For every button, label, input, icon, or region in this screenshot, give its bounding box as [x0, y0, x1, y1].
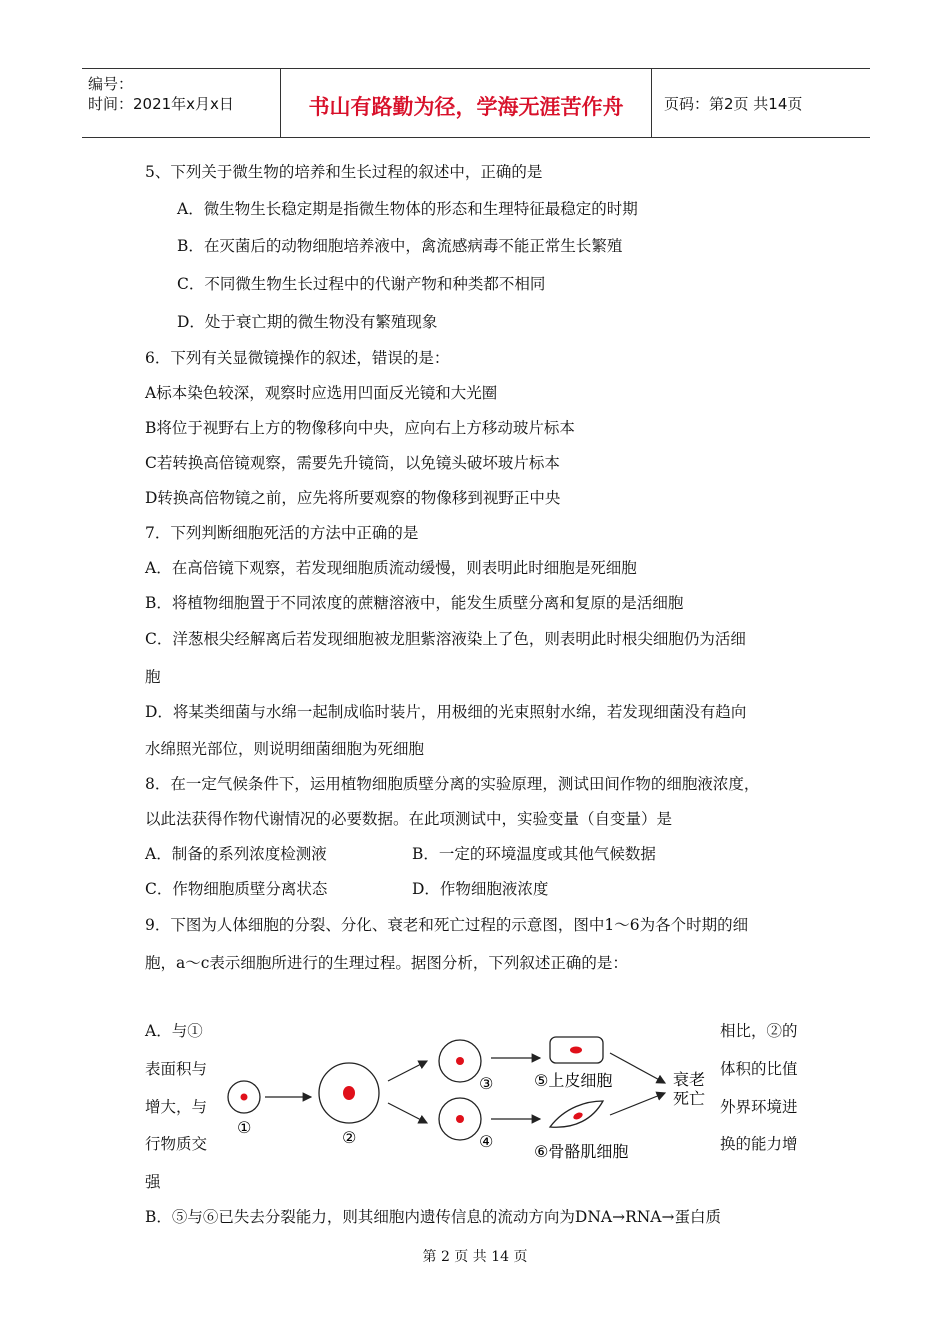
- q7-option-b: B．将植物细胞置于不同浓度的蔗糖溶液中，能发生质壁分离和复原的是活细胞: [145, 594, 684, 612]
- q8-option-b: B．一定的环境温度或其他气候数据: [412, 845, 656, 863]
- cell-5-epithelial: [550, 1037, 603, 1063]
- arrow-2-3: [388, 1061, 427, 1081]
- question-9-line2: 胞，a～c表示细胞所进行的生理过程。据图分析，下列叙述正确的是：: [145, 954, 628, 972]
- q6-option-c: C若转换高倍镜观察，需要先升镜筒，以免镜头破坏玻片标本: [145, 454, 560, 472]
- q9-option-a-left-2: 表面积与: [145, 1060, 208, 1078]
- q7-option-c-line1: C．洋葱根尖经解离后若发现细胞被龙胆紫溶液染上了色，则表明此时根尖细胞仍为活细: [145, 630, 746, 648]
- q9-option-a-right-4: 换的能力增: [720, 1135, 798, 1153]
- label-3: ③: [479, 1074, 494, 1093]
- q7-option-d-line1: D．将某类细菌与水绵一起制成临时装片，用极细的光束照射水绵，若发现细菌没有趋向: [145, 703, 747, 721]
- cell-4: [439, 1098, 481, 1140]
- label-5: ⑤上皮细胞: [534, 1071, 613, 1090]
- q7-option-d-line2: 水绵照光部位，则说明细菌细胞为死细胞: [145, 740, 425, 758]
- q9-option-a-right-2: 体积的比值: [720, 1060, 798, 1078]
- q9-option-a-left-4: 行物质交: [145, 1135, 208, 1153]
- page-label: 页码：第2页 共14页: [664, 95, 803, 113]
- page-header: [82, 68, 870, 138]
- cell-diagram: [215, 1015, 725, 1165]
- q9-option-a-right-3: 外界环境进: [720, 1098, 798, 1116]
- q5-option-b: B．在灭菌后的动物细胞培养液中，禽流感病毒不能正常生长繁殖: [177, 237, 623, 255]
- cell-6-muscle: [550, 1101, 603, 1127]
- label-death: 死亡: [673, 1089, 706, 1108]
- question-7: 7．下列判断细胞死活的方法中正确的是: [145, 524, 419, 542]
- q9-option-a-left-3: 增大，与: [145, 1098, 208, 1116]
- question-9-line1: 9．下图为人体细胞的分裂、分化、衰老和死亡过程的示意图，图中1～6为各个时期的细: [145, 916, 749, 934]
- serial-label: 编号：: [88, 75, 134, 93]
- cell-5-nucleus: [570, 1047, 582, 1054]
- question-5: 5、下列关于微生物的培养和生长过程的叙述中，正确的是: [145, 163, 543, 181]
- q6-option-d: D转换高倍物镜之前，应先将所要观察的物像移到视野正中央: [145, 489, 561, 507]
- cell-3: [439, 1040, 481, 1082]
- arrow-6-end: [610, 1093, 665, 1115]
- q9-option-b: B．⑤与⑥已失去分裂能力，则其细胞内遗传信息的流动方向为DNA→RNA→蛋白质: [145, 1208, 721, 1226]
- time-label: 时间：2021年x月x日: [88, 95, 234, 113]
- label-2: ②: [342, 1128, 357, 1147]
- q8-option-d: D．作物细胞液浓度: [412, 880, 549, 898]
- label-aging: 衰老: [673, 1070, 706, 1089]
- label-4: ④: [479, 1132, 494, 1151]
- q6-option-a: A标本染色较深，观察时应选用凹面反光镜和大光圈: [145, 384, 498, 402]
- cell-1: [228, 1081, 260, 1113]
- cell-2-nucleus: [343, 1086, 355, 1100]
- q9-option-a-left-1: A．与①: [145, 1022, 203, 1040]
- cell-3-nucleus: [456, 1057, 464, 1065]
- cell-1-nucleus: [241, 1094, 248, 1101]
- question-6: 6．下列有关显微镜操作的叙述，错误的是：: [145, 349, 450, 367]
- page-footer: 第 2 页 共 14 页: [422, 1249, 528, 1265]
- q6-option-b: B将位于视野右上方的物像移向中央，应向右上方移动玻片标本: [145, 419, 575, 437]
- cell-2: [319, 1063, 379, 1123]
- label-6: ⑥骨骼肌细胞: [534, 1142, 629, 1161]
- q8-option-a: A．制备的系列浓度检测液: [145, 845, 327, 863]
- cell-4-nucleus: [456, 1115, 464, 1123]
- q9-option-a-left-5: 强: [145, 1173, 161, 1191]
- header-page-cell: [652, 69, 870, 137]
- q5-option-d: D．处于衰亡期的微生物没有繁殖现象: [177, 313, 438, 331]
- label-1: ①: [237, 1118, 252, 1137]
- q7-option-c-line2: 胞: [145, 668, 161, 686]
- arrow-2-4: [388, 1103, 427, 1123]
- q8-option-c: C．作物细胞质壁分离状态: [145, 880, 328, 898]
- q5-option-a: A．微生物生长稳定期是指微生物体的形态和生理特征最稳定的时期: [177, 200, 638, 218]
- q7-option-a: A．在高倍镜下观察，若发现细胞质流动缓慢，则表明此时细胞是死细胞: [145, 559, 637, 577]
- q5-option-c: C．不同微生物生长过程中的代谢产物和种类都不相同: [177, 275, 546, 293]
- header-motto-cell: [281, 69, 652, 137]
- question-8-line2: 以此法获得作物代谢情况的必要数据。在此项测试中，实验变量（自变量）是: [145, 810, 673, 828]
- q9-option-a-right-1: 相比，②的: [720, 1022, 798, 1040]
- question-8-line1: 8．在一定气候条件下，运用植物细胞质壁分离的实验原理，测试田间作物的细胞液浓度，: [145, 775, 760, 793]
- arrow-5-end: [610, 1053, 665, 1083]
- motto: 书山有路勤为径，学海无涯苦作舟: [308, 95, 624, 119]
- header-meta-cell: [82, 69, 281, 137]
